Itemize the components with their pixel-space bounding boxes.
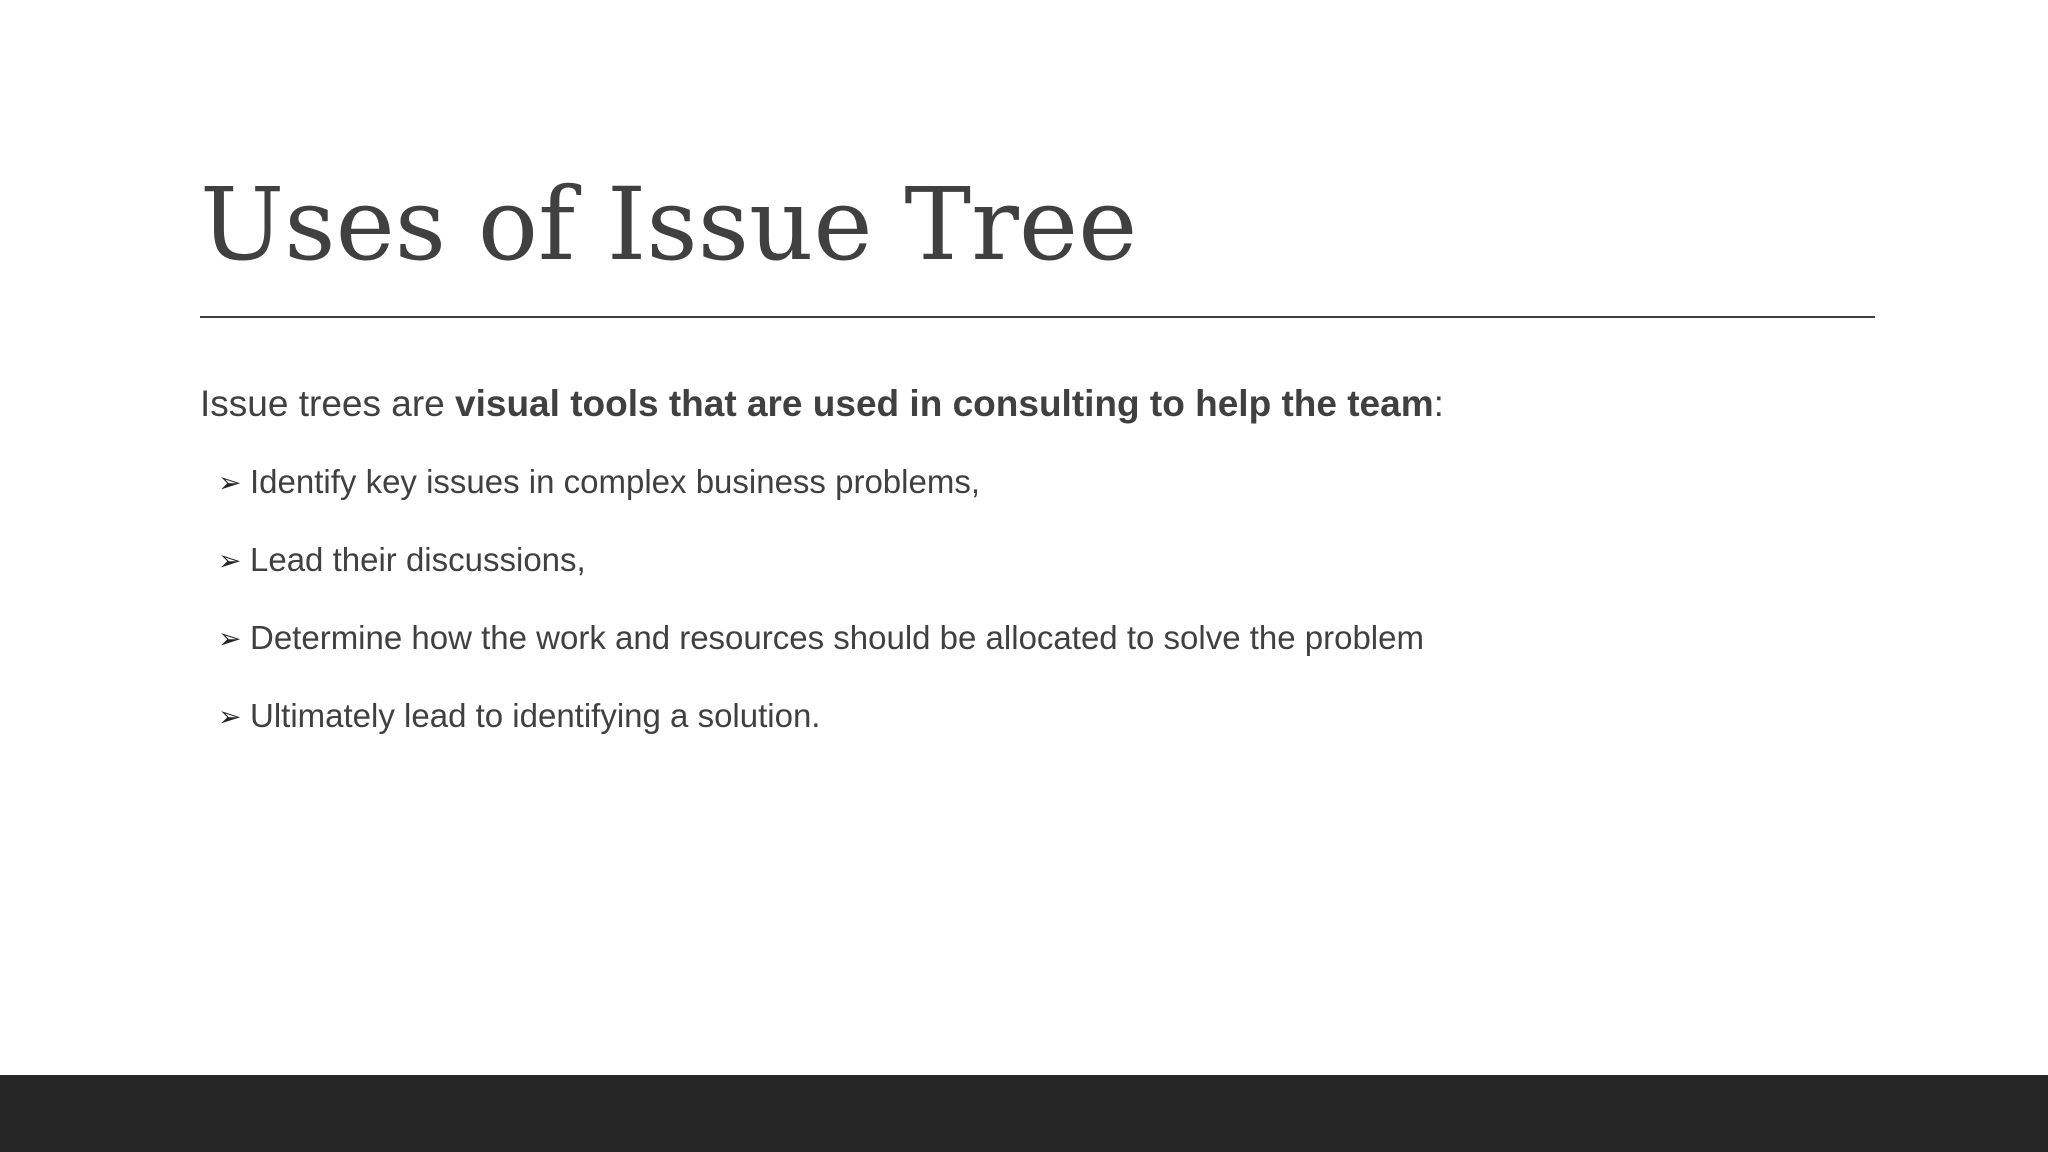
intro-prefix: Issue trees are	[200, 383, 456, 424]
bullet-text: Identify key issues in complex business problems,	[250, 463, 980, 500]
slide-title: Uses of Issue Tree	[200, 166, 1138, 283]
bullet-item	[218, 688, 1860, 744]
title-divider	[200, 316, 1875, 318]
bullet-item	[218, 532, 1860, 588]
intro-suffix: :	[1433, 383, 1444, 424]
intro-text	[200, 376, 1860, 432]
bullet-text: Lead their discussions,	[250, 541, 586, 578]
bullet-list	[218, 454, 1860, 744]
arrow-bullet-icon: ➢	[218, 699, 242, 733]
bullet-text: Ultimately lead to identifying a solution.	[250, 697, 821, 734]
slide-body	[200, 376, 1860, 766]
bullet-text: Determine how the work and resources should be allocated to solve the problem	[250, 619, 1424, 656]
arrow-bullet-icon: ➢	[218, 543, 242, 577]
arrow-bullet-icon: ➢	[218, 465, 242, 499]
arrow-bullet-icon: ➢	[218, 621, 242, 655]
bullet-item	[218, 454, 1860, 510]
bullet-item	[218, 610, 1860, 666]
intro-emphasis: visual tools that are used in consulting to help the team	[455, 383, 1434, 424]
footer-bar	[0, 1075, 2048, 1152]
